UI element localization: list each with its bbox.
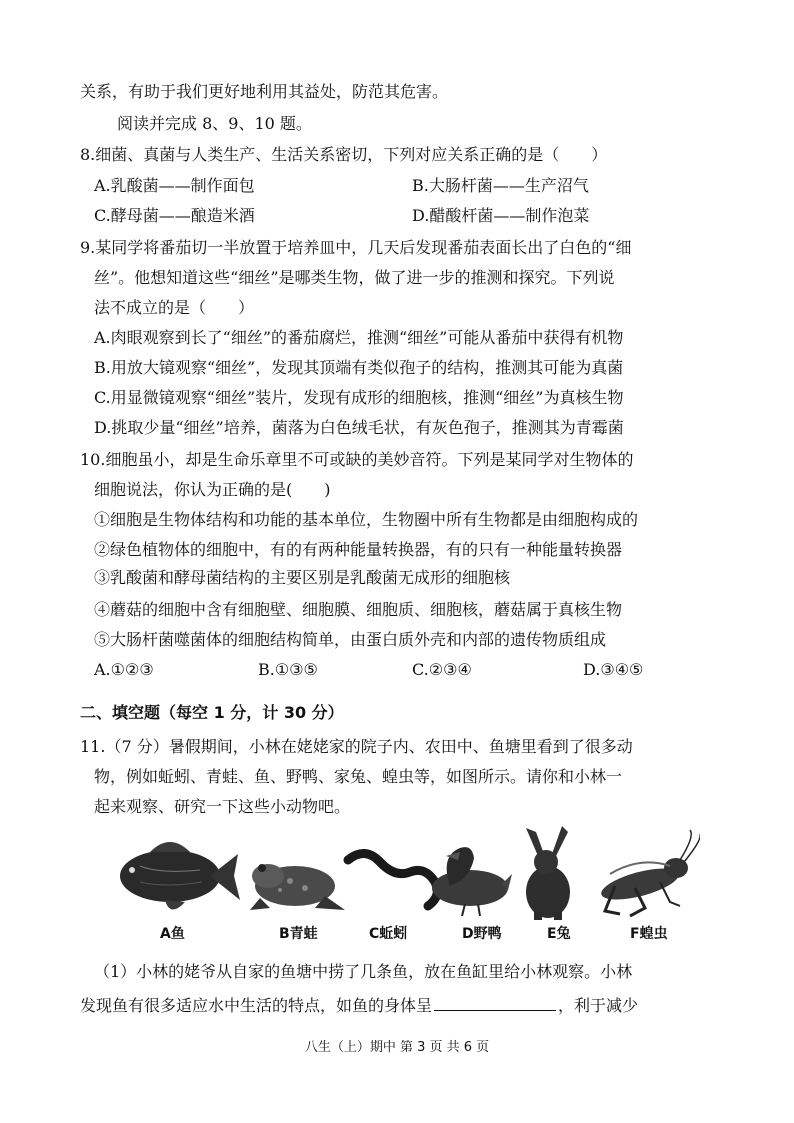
answer-blank[interactable] [434, 994, 556, 1011]
section-2-title: 二、填空题（每空 1 分，计 30 分） [80, 703, 344, 722]
q11-stem-3: 起来观察、研究一下这些小动物吧。 [94, 797, 351, 816]
q10-stem-1: 10.细胞虽小，却是生命乐章里不可或缺的美妙音符。下列是某同学对生物体的 [80, 450, 634, 469]
q10-option-b: B.①③⑤ [258, 660, 318, 679]
q10-statement-3: ③乳酸菌和酵母菌结构的主要区别是乳酸菌无成形的细胞核 [94, 568, 511, 587]
q10-option-d: D.③④⑤ [583, 660, 644, 679]
page-footer: 八生（上）期中 第 3 页 共 6 页 [304, 1040, 490, 1055]
q8-option-c: C.酵母菌——酿造米酒 [94, 206, 255, 225]
q9-option-b: B.用放大镜观察“细丝”，发现其顶端有类似孢子的结构，推测其可能为真菌 [94, 358, 624, 377]
caption-earthworm: C蚯蚓 [369, 926, 408, 942]
q9-option-c: C.用显微镜观察“细丝”装片，发现有成形的细胞核，推测“细丝”为真核生物 [94, 388, 624, 407]
q9-option-a: A.肉眼观察到长了“细丝”的番茄腐烂，推测“细丝”可能从番茄中获得有机物 [94, 328, 624, 347]
q8-option-a: A.乳酸菌——制作面包 [94, 176, 255, 195]
q11-stem-2: 物，例如蚯蚓、青蛙、鱼、野鸭、家兔、蝗虫等，如图所示。请你和小林一 [94, 767, 623, 786]
q9-stem-1: 9.某同学将番茄切一半放置于培养皿中，几天后发现番茄表面长出了白色的“细 [80, 238, 632, 257]
duck-image [432, 847, 512, 916]
caption-rabbit: E兔 [547, 926, 571, 942]
q11-sub1-line-2 [80, 994, 638, 1016]
earthworm-image [348, 853, 437, 906]
q11-sub1-text-a: 发现鱼有很多适应水中生活的特点，如鱼的身体呈 [80, 996, 433, 1015]
q9-stem-3: 法不成立的是（ ） [94, 298, 255, 317]
q9-stem-2: 丝”。他想知道这些“细丝”是哪类生物，做了进一步的推测和探究。下列说 [94, 268, 615, 287]
caption-duck: D野鸭 [462, 926, 502, 942]
q9-option-d: D.挑取少量“细丝”培养，菌落为白色绒毛状，有灰色孢子，推测其为青霉菌 [94, 418, 624, 437]
q10-stem-2: 细胞说法，你认为正确的是( ) [94, 480, 331, 499]
q11-sub1-line-1: （1）小林的姥爷从自家的鱼塘中捞了几条鱼，放在鱼缸里给小林观察。小林 [94, 962, 633, 981]
q10-option-a: A.①②③ [94, 660, 154, 679]
q10-option-c: C.②③④ [412, 660, 472, 679]
q10-statement-1: ①细胞是生物体结构和功能的基本单位，生物圈中所有生物都是由细胞构成的 [94, 510, 639, 529]
caption-frog: B青蛙 [279, 926, 318, 942]
intro-line-1: 关系，有助于我们更好地利用其益处，防范其危害。 [80, 82, 449, 101]
grasshopper-image [598, 830, 700, 916]
frog-image [250, 864, 345, 910]
q8-option-d: D.醋酸杆菌——制作泡菜 [412, 206, 590, 225]
animals-figure [110, 826, 700, 926]
intro-line-2: 阅读并完成 8、9、10 题。 [117, 114, 312, 133]
q8-option-b: B.大肠杆菌——生产沼气 [412, 176, 589, 195]
caption-fish: A鱼 [160, 926, 185, 942]
q10-statement-5: ⑤大肠杆菌噬菌体的细胞结构简单，由蛋白质外壳和内部的遗传物质组成 [94, 630, 607, 649]
fish-image [120, 842, 240, 910]
q8-stem: 8.细菌、真菌与人类生产、生活关系密切，下列对应关系正确的是（ ） [80, 145, 608, 164]
q11-sub1-text-b: ，利于减少 [558, 996, 639, 1015]
rabbit-image [526, 826, 570, 920]
q11-stem-1: 11.（7 分）暑假期间，小林在姥姥家的院子内、农田中、鱼塘里看到了很多动 [80, 737, 633, 756]
q10-statement-4: ④蘑菇的细胞中含有细胞壁、细胞膜、细胞质、细胞核，蘑菇属于真核生物 [94, 600, 623, 619]
caption-grasshopper: F蝗虫 [630, 926, 668, 942]
q10-statement-2: ②绿色植物体的细胞中，有的有两种能量转换器，有的只有一种能量转换器 [94, 540, 623, 559]
